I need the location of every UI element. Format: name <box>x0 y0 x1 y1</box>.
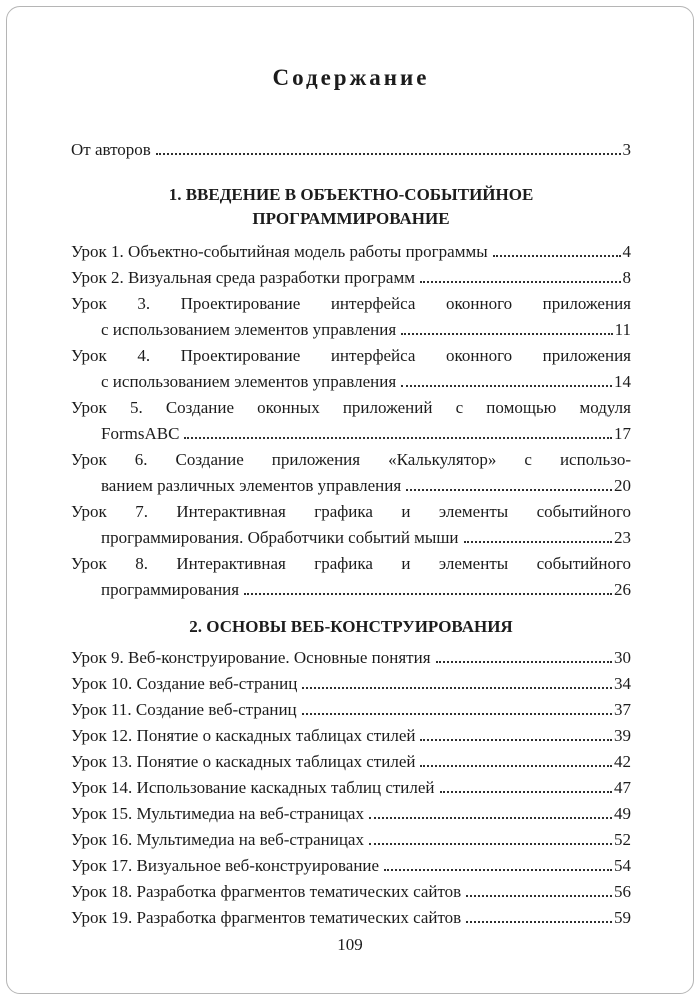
dot-leader <box>401 385 612 387</box>
dot-leader <box>440 791 612 793</box>
toc-entry-page: 20 <box>614 476 631 495</box>
toc-entry-page: 26 <box>614 580 631 599</box>
dot-leader <box>466 921 612 923</box>
toc-entry-text: Урок 13. Понятие о каскадных таблицах стилей <box>71 752 416 771</box>
page-title: Содержание <box>272 65 430 90</box>
toc-entry <box>71 239 631 265</box>
toc-entry-text: Урок 2. Визуальная среда разработки программ <box>71 268 415 287</box>
dot-leader <box>420 281 621 283</box>
toc-entry <box>71 723 631 749</box>
toc-entry <box>71 801 631 827</box>
toc-entry-text: Урок 3. Проектирование интерфейса оконного приложения <box>71 294 631 313</box>
dot-leader <box>406 489 612 491</box>
toc-entry-text: Урок 18. Разработка фрагментов тематических сайтов <box>71 882 462 901</box>
toc-entry-text-continuation: с использованием элементов управления <box>101 372 397 391</box>
toc-entry-text: Урок 10. Создание веб-страниц <box>71 674 298 693</box>
toc-entry-page: 39 <box>614 726 631 745</box>
toc-entry-page: 49 <box>614 804 631 823</box>
toc-entry-page: 59 <box>614 908 631 927</box>
section-heading-2 <box>71 615 631 639</box>
toc-entry <box>71 499 631 551</box>
toc-entry <box>71 291 631 343</box>
toc-entry-page: 56 <box>614 882 631 901</box>
toc-entry-text: Урок 11. Создание веб-страниц <box>71 700 297 719</box>
toc-entry <box>71 697 631 723</box>
toc-entry-page: 30 <box>614 648 631 667</box>
dot-leader <box>384 869 612 871</box>
toc-entry <box>71 905 631 931</box>
toc-entry <box>71 265 631 291</box>
section-heading-1 <box>71 183 631 231</box>
dot-leader <box>244 593 612 595</box>
toc-entry-text: Урок 15. Мультимедиа на веб-страницах <box>71 804 364 823</box>
section-heading-line: 2. ОСНОВЫ ВЕБ-КОНСТРУИРОВАНИЯ <box>189 617 513 636</box>
toc-entry-page: 54 <box>614 856 631 875</box>
dot-leader <box>302 687 612 689</box>
toc-entry-page: 34 <box>614 674 631 693</box>
dot-leader <box>493 255 621 257</box>
toc-entry-text: Урок 9. Веб-конструирование. Основные понятия <box>71 648 431 667</box>
toc-entry-text: От авторов <box>71 140 151 159</box>
toc-entry-text-continuation: FormsABC <box>101 424 180 443</box>
section-heading-line: 1. ВВЕДЕНИЕ В ОБЪЕКТНО-СОБЫТИЙНОЕ <box>168 185 534 204</box>
toc-entry-text: Урок 5. Создание оконных приложений с помощью модуля <box>71 398 631 417</box>
toc-entry-page: 8 <box>622 268 631 287</box>
toc-entry-page: 42 <box>614 752 631 771</box>
section-heading-line: ПРОГРАММИРОВАНИЕ <box>252 209 450 228</box>
book-page <box>6 6 694 994</box>
dot-leader <box>464 541 612 543</box>
dot-leader <box>369 843 612 845</box>
dot-leader <box>420 765 612 767</box>
toc-entry-text: Урок 4. Проектирование интерфейса оконного приложения <box>71 346 631 365</box>
dot-leader <box>156 153 621 155</box>
dot-leader <box>302 713 612 715</box>
toc-entry-page: 11 <box>614 320 631 339</box>
toc-entry-text: Урок 16. Мультимедиа на веб-страницах <box>71 830 364 849</box>
toc-entry-page: 23 <box>614 528 631 547</box>
toc-entry-text: Урок 12. Понятие о каскадных таблицах стилей <box>71 726 416 745</box>
toc-entry <box>71 879 631 905</box>
toc-entry-text: Урок 6. Создание приложения «Калькулятор» с использо- <box>71 450 631 469</box>
toc-entry <box>71 827 631 853</box>
toc-entry-page: 3 <box>622 140 631 159</box>
toc-entry <box>71 749 631 775</box>
dot-leader <box>184 437 612 439</box>
toc-entry-text-continuation: программирования <box>101 580 240 599</box>
toc-entry-text-continuation: программирования. Обработчики событий мыши <box>101 528 459 547</box>
dot-leader <box>466 895 612 897</box>
dot-leader <box>420 739 612 741</box>
toc-entry <box>71 343 631 395</box>
toc-entry <box>71 645 631 671</box>
dot-leader <box>369 817 612 819</box>
toc-entry-page: 52 <box>614 830 631 849</box>
toc-entry-text: Урок 7. Интерактивная графика и элементы событийного <box>71 502 631 521</box>
dot-leader <box>436 661 612 663</box>
toc-entry-text: Урок 8. Интерактивная графика и элементы событийного <box>71 554 631 573</box>
toc-entry <box>71 671 631 697</box>
toc-entry-page: 47 <box>614 778 631 797</box>
toc-entry-text-continuation: ванием различных элементов управления <box>101 476 402 495</box>
toc-entry-text: Урок 19. Разработка фрагментов тематических сайтов <box>71 908 462 927</box>
dot-leader <box>401 333 612 335</box>
toc-entry-page: 4 <box>622 242 631 261</box>
toc-entry-front-matter <box>71 137 631 163</box>
toc-entry <box>71 551 631 603</box>
toc-entry-page: 17 <box>614 424 631 443</box>
toc-entry-page: 37 <box>614 700 631 719</box>
toc-entry <box>71 447 631 499</box>
toc-entry <box>71 775 631 801</box>
toc-entry-text: Урок 17. Визуальное веб-конструирование <box>71 856 380 875</box>
toc-entry-page: 14 <box>614 372 631 391</box>
toc-entry-text: Урок 14. Использование каскадных таблиц стилей <box>71 778 435 797</box>
page-number: 109 <box>337 935 363 954</box>
toc-entry-text-continuation: с использованием элементов управления <box>101 320 397 339</box>
toc-entry <box>71 395 631 447</box>
toc-entry-text: Урок 1. Объектно-событийная модель работы программы <box>71 242 488 261</box>
toc-entry <box>71 853 631 879</box>
